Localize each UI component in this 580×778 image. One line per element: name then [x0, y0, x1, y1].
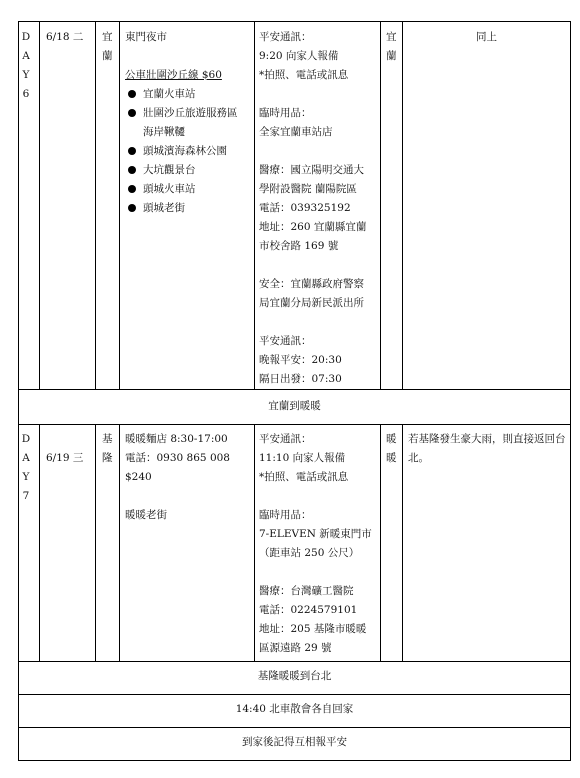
note-line: 局宜蘭分局新民派出所: [259, 297, 364, 309]
note-line: 學附設醫院 蘭陽院區: [259, 183, 357, 195]
note-line: 9:20 向家人報備: [259, 50, 339, 62]
day6-date: 6/18 二: [46, 31, 84, 43]
day7-city: 基 隆: [102, 433, 113, 464]
note-line: 晚報平安：20:30: [259, 354, 342, 366]
note-line: *拍照、電話或訊息: [259, 69, 349, 81]
note-line: 安全：宜蘭縣政府警察: [259, 278, 364, 290]
day6-city: 宜 蘭: [102, 31, 113, 62]
note-line: 平安通訊：: [259, 31, 312, 43]
note-line: （距車站 250 公尺）: [259, 547, 360, 559]
itinerary-line: 電話：0930 865 008: [125, 452, 230, 464]
day7-notes: [259, 430, 379, 658]
note-line: 7-ELEVEN 新暖東門市: [259, 528, 372, 540]
day7-date: 6/19 三: [46, 452, 84, 464]
note-line: 平安通訊：: [259, 433, 312, 445]
itinerary-line: $240: [125, 471, 152, 483]
note-line: 地址：260 宜蘭縣宜蘭: [259, 221, 367, 233]
note-line: 電話：039325192: [259, 202, 351, 214]
note-line: 電話：0224579101: [259, 604, 358, 616]
note-line: 隔日出發：07:30: [259, 373, 342, 385]
note-line: 地址：205 基隆市暖暖: [259, 623, 367, 635]
day7-lodging: 暖 暖: [386, 433, 397, 464]
itinerary-line: 暖暖麵店 8:30-17:00: [125, 433, 228, 445]
stop-item: 頭城火車站: [125, 180, 253, 199]
note-line: 醫療：台灣礦工醫院: [259, 585, 354, 597]
transfer-keelung-taipei: 基隆暖暖到台北: [257, 670, 332, 682]
transfer-yilan-nuannuan: 宜蘭到暖暖: [268, 400, 321, 412]
stop-item: 海岸鞦韆: [143, 126, 185, 138]
note-line: 區源遠路 29 號: [259, 642, 332, 654]
stop-item: 大坑觀景台: [125, 161, 253, 180]
stop-item: 頭城老街: [125, 199, 253, 218]
dismissal-note: 14:40 北車散會各自回家: [235, 703, 354, 715]
day7-label: D A Y 7: [21, 433, 31, 502]
day6-notes: [259, 28, 379, 389]
stop-item: 宜蘭火車站: [125, 85, 253, 104]
day6-remark: 同上: [476, 31, 497, 43]
day6-lodging: 宜 蘭: [386, 31, 397, 62]
itinerary-line: 暖暖老街: [125, 509, 167, 521]
final-reminder: 到家後記得互相報平安: [242, 736, 347, 748]
stop-item: 壯圍沙丘旅遊服務區: [125, 104, 253, 123]
day7-remark: 若基隆發生豪大雨，則直接返回台北。: [408, 433, 566, 464]
itinerary-title: 東門夜市: [125, 31, 167, 43]
note-line: 全家宜蘭車站店: [259, 126, 333, 138]
note-line: 平安通訊：: [259, 335, 312, 347]
stop-item: 頭城濱海森林公園: [125, 142, 253, 161]
note-line: 臨時用品：: [259, 107, 312, 119]
note-line: *拍照、電話或訊息: [259, 471, 349, 483]
note-line: 11:10 向家人報備: [259, 452, 346, 464]
note-line: 市校舍路 169 號: [259, 240, 339, 252]
day6-label: D A Y 6: [21, 31, 31, 100]
day6-itinerary: [125, 28, 253, 218]
note-line: 臨時用品：: [259, 509, 312, 521]
note-line: 醫療：國立陽明交通大: [259, 164, 364, 176]
bus-route: 公車壯圍沙丘線 $60: [125, 69, 222, 81]
day7-itinerary: [125, 430, 253, 525]
